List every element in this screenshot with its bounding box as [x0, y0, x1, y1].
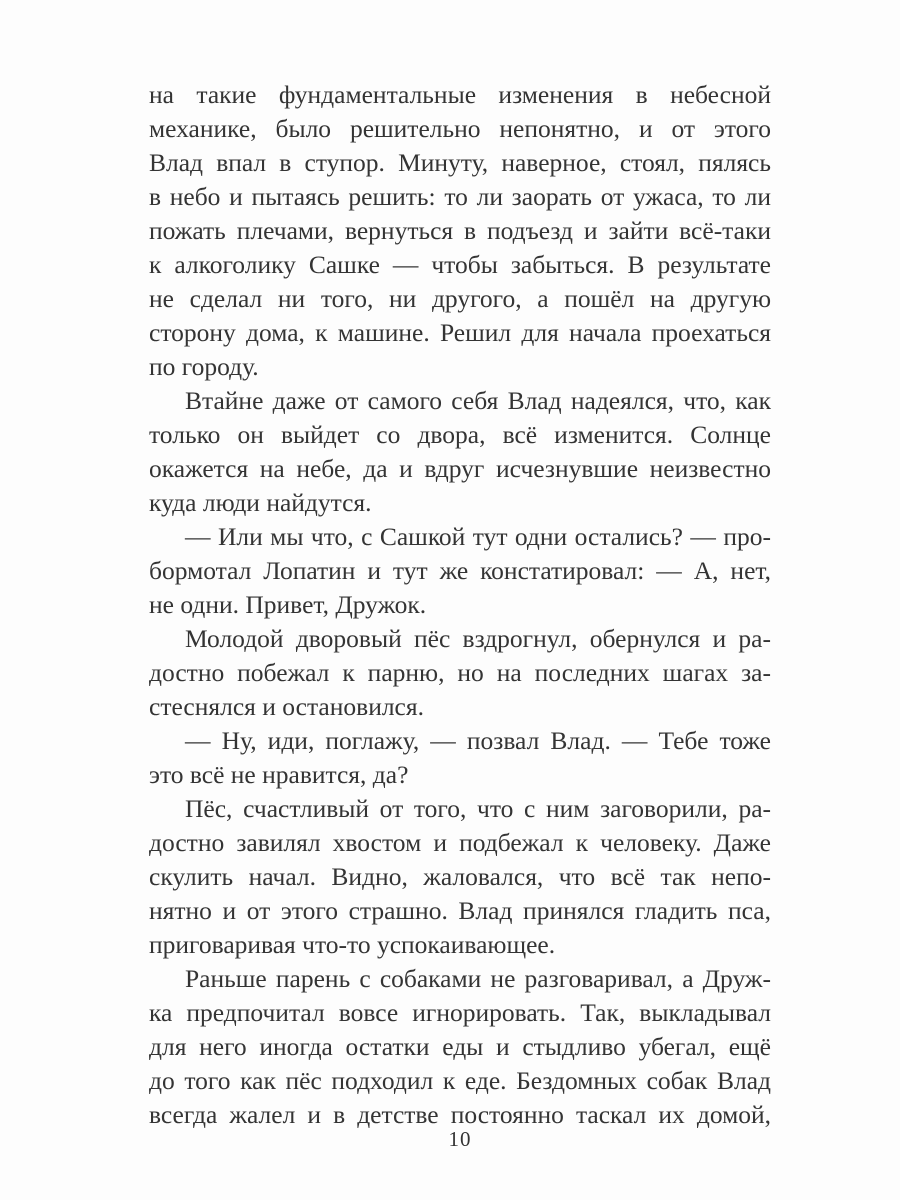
text-line: куда люди найдутся.	[149, 488, 372, 517]
text-line: на такие фундаментальные изменения в небесной	[149, 80, 771, 109]
text-line: достно побежал к парню, но на последних шагах за-	[149, 658, 771, 687]
text-line: Молодой дворовый пёс вздрогнул, обернулся и ра-	[185, 624, 771, 653]
text-line: к алкоголику Сашке — чтобы забыться. В результате	[149, 250, 771, 279]
text-line: Пёс, счастливый от того, что с ним заговорили, ра-	[185, 794, 771, 823]
text-line: Втайне даже от самого себя Влад надеялся, что, как	[185, 386, 771, 415]
text-line: для него иногда остатки еды и стыдливо убегал, ещё	[149, 1032, 771, 1061]
text-line: Раньше парень с собаками не разговаривал, а Друж-	[185, 964, 771, 993]
page-number: 10	[448, 1127, 472, 1151]
text-line: сторону дома, к машине. Решил для начала проехаться	[149, 318, 771, 347]
text-line: Влад впал в ступор. Минуту, наверное, стоял, пялясь	[149, 148, 771, 177]
text-line: окажется на небе, да и вдруг исчезнувшие неизвестно	[149, 454, 771, 483]
text-line: только он выйдет со двора, всё изменится. Солнце	[149, 420, 771, 449]
text-line: не сделал ни того, ни другого, а пошёл на другую	[149, 284, 771, 313]
text-line: достно завилял хвостом и подбежал к человеку. Даже	[149, 828, 771, 857]
text-line: ка предпочитал вовсе игнорировать. Так, выкладывал	[149, 998, 771, 1027]
text-line: приговаривая что-то успокаивающее.	[149, 930, 556, 959]
text-line: механике, было решительно непонятно, и от этого	[149, 114, 771, 143]
text-line: — Или мы что, с Сашкой тут одни остались? — про-	[185, 522, 771, 551]
text-line: всегда жалел и в детстве постоянно таскал их домой,	[149, 1100, 771, 1129]
page-text	[149, 78, 771, 1132]
text-line: стеснялся и остановился.	[149, 692, 424, 721]
text-line: нятно и от этого страшно. Влад принялся гладить пса,	[149, 896, 771, 925]
text-line: в небо и пытаясь решить: то ли заорать от ужаса, то ли	[149, 182, 771, 211]
text-line: пожать плечами, вернуться в подъезд и зайти всё-таки	[149, 216, 771, 245]
text-line: — Ну, иди, поглажу, — позвал Влад. — Тебе тоже	[185, 726, 771, 755]
text-line: это всё не нравится, да?	[149, 760, 409, 789]
text-line: до того как пёс подходил к еде. Бездомных собак Влад	[149, 1066, 771, 1095]
text-line: по городу.	[149, 352, 259, 381]
text-line: скулить начал. Видно, жаловался, что всё так непо-	[149, 862, 771, 891]
text-line: бормотал Лопатин и тут же констатировал: — А, нет,	[149, 556, 771, 585]
text-line: не одни. Привет, Дружок.	[149, 590, 427, 619]
